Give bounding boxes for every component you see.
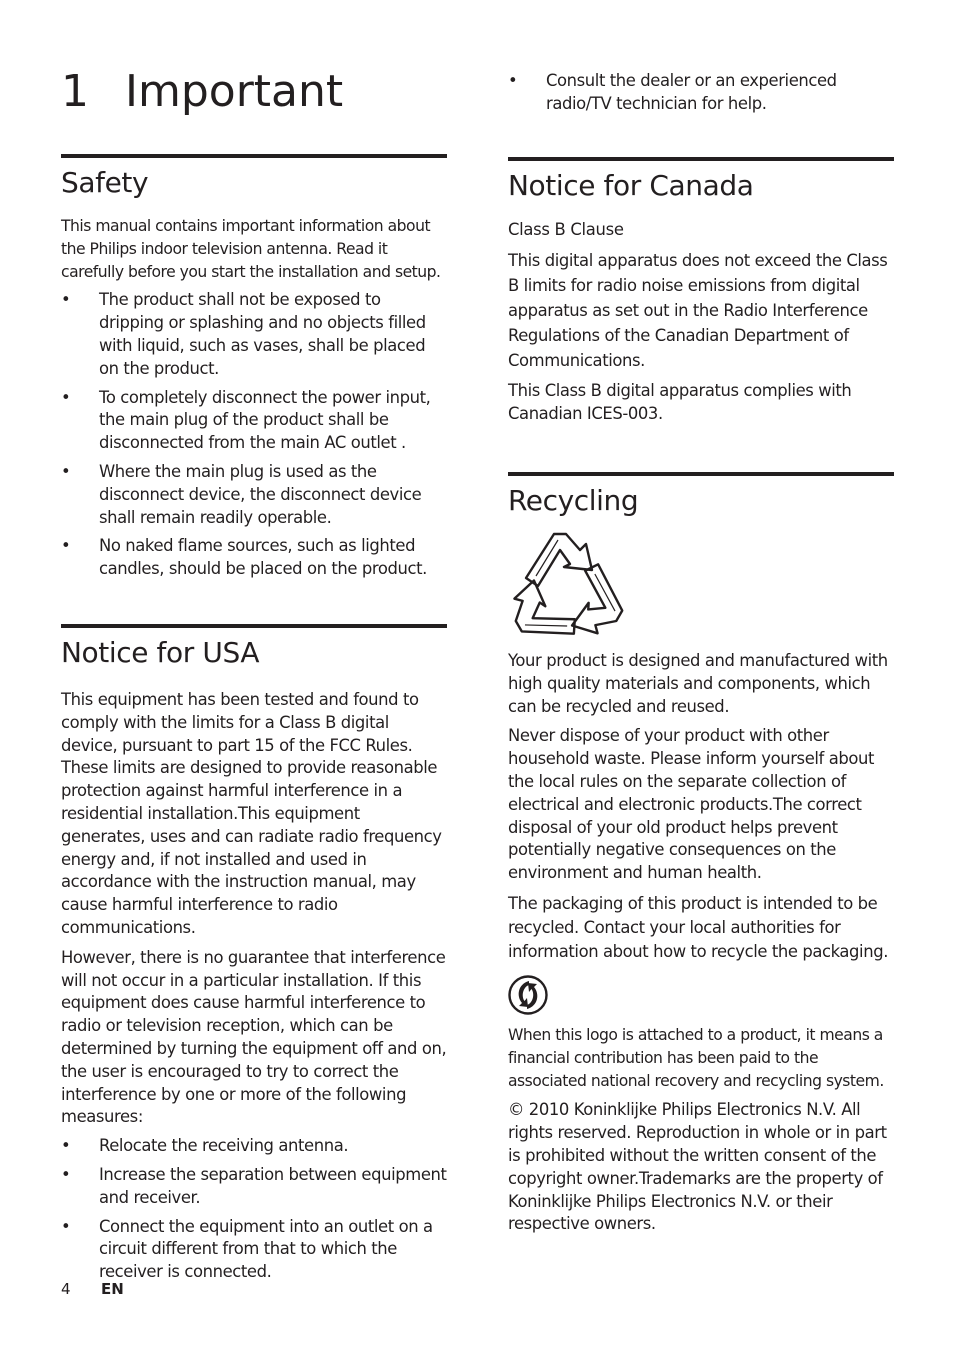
recycling-paragraph-4: When this logo is attached to a product, it means a financial contribution has been paid to the associated national recovery and recycling system. (508, 1025, 884, 1090)
section-rule (508, 472, 894, 476)
bullet-icon: • (61, 461, 71, 481)
canada-subheading: Class B Clause (508, 220, 624, 239)
section-rule (508, 157, 894, 161)
bullet-icon: • (508, 71, 518, 90)
list-item (61, 461, 447, 529)
list-item-text: The product shall not be exposed to dripping or splashing and no objects filled with liquid, such as vases, shall be placed on the product. (99, 290, 426, 378)
usa-paragraph-2: However, there is no guarantee that interference will not occur in a particular installation. If this equipment does cause harmful interference to radio or television reception, which can be determined by turning the equipment off and on, the user is encouraged to try to correct the interference by one or more of the following measures: (61, 947, 447, 1127)
canada-paragraph-1: This digital apparatus does not exceed the Class B limits for radio noise emissions from digital apparatus as set out in the Radio Interference Regulations of the Canadian Department of Communications. (508, 251, 888, 370)
list-item-text: Relocate the receiving antenna. (99, 1136, 349, 1156)
usa-continued-list (508, 70, 894, 116)
usa-section (61, 624, 447, 1284)
recycling-paragraph-3: The packaging of this product is intended to be recycled. Contact your local authorities for information about how to recycle the packaging. (508, 893, 889, 961)
safety-intro: This manual contains important information about the Philips indoor television antenna. Read it carefully before you start the installation and setup. (61, 217, 441, 281)
list-item-text: No naked flame sources, such as lighted candles, should be placed on the product. (99, 536, 427, 579)
canada-paragraph-2: This Class B digital apparatus complies with Canadian ICES-003. (508, 381, 852, 423)
section-rule (61, 154, 447, 158)
usa-heading: Notice for USA (61, 636, 260, 669)
safety-bullet-list (61, 289, 447, 581)
list-item-text: To completely disconnect the power input, the main plug of the product shall be disconnected from the main AC outlet . (99, 387, 431, 453)
section-rule (61, 624, 447, 628)
list-item (61, 1164, 447, 1210)
recycling-paragraph-1: Your product is designed and manufactured with high quality materials and components, which can be recycled and reused. (508, 651, 888, 716)
chapter-title (61, 66, 343, 118)
list-item (61, 1135, 447, 1158)
bullet-icon: • (61, 1164, 71, 1184)
canada-heading: Notice for Canada (508, 169, 754, 202)
page-number: 4 (61, 1280, 71, 1298)
list-item-text: Connect the equipment into an outlet on a circuit different from that to which the receiver is connected. (99, 1216, 433, 1282)
recycling-section (508, 472, 894, 1236)
list-item (508, 70, 894, 116)
recycle-icon (508, 530, 624, 650)
safety-section (61, 154, 447, 581)
list-item (61, 387, 447, 455)
bullet-icon: • (61, 1216, 71, 1236)
chapter-title-text: Important (125, 66, 344, 117)
recycling-paragraph-2: Never dispose of your product with other household waste. Please inform yourself about the local rules on the separate collection of electrical and electronic products.The correct disposal of your old product helps prevent potentially negative consequences on the environment and human health. (508, 726, 875, 883)
chapter-number: 1 (61, 66, 89, 117)
safety-heading: Safety (61, 166, 149, 199)
bullet-icon: • (61, 290, 71, 310)
usa-bullet-list (61, 1135, 447, 1284)
recycling-heading: Recycling (508, 484, 639, 517)
bullet-icon: • (61, 387, 71, 407)
bullet-icon: • (61, 1136, 71, 1156)
copyright-notice: © 2010 Koninklijke Philips Electronics N.V. All rights reserved. Reproduction in whole or in part is prohibited without the written consent of the copyright owner.Trademarks are the property of Koninklijke Philips Electronics N.V. or their respective owners. (508, 1100, 887, 1234)
language-code: EN (101, 1280, 124, 1298)
list-item (61, 535, 447, 581)
usa-paragraph-1: This equipment has been tested and found to comply with the limits for a Class B digital device, pursuant to part 15 of the FCC Rules. These limits are designed to provide reasonable protection against harmful interference in a residential installation.This equipment generates, uses and can radiate radio frequency energy and, if not installed and used in accordance with the instruction manual, may cause harmful interference to radio communications. (61, 690, 442, 937)
list-item (61, 289, 447, 380)
page-footer (61, 1280, 124, 1298)
list-item (61, 1216, 447, 1284)
bullet-icon: • (61, 536, 71, 556)
list-item-text: Consult the dealer or an experienced radio/TV technician for help. (546, 71, 837, 113)
green-dot-icon (508, 975, 548, 1015)
list-item-text: Where the main plug is used as the disconnect device, the disconnect device shall remain readily operable. (99, 461, 422, 527)
list-item-text: Increase the separation between equipment and receiver. (99, 1164, 447, 1207)
canada-section (508, 157, 894, 426)
